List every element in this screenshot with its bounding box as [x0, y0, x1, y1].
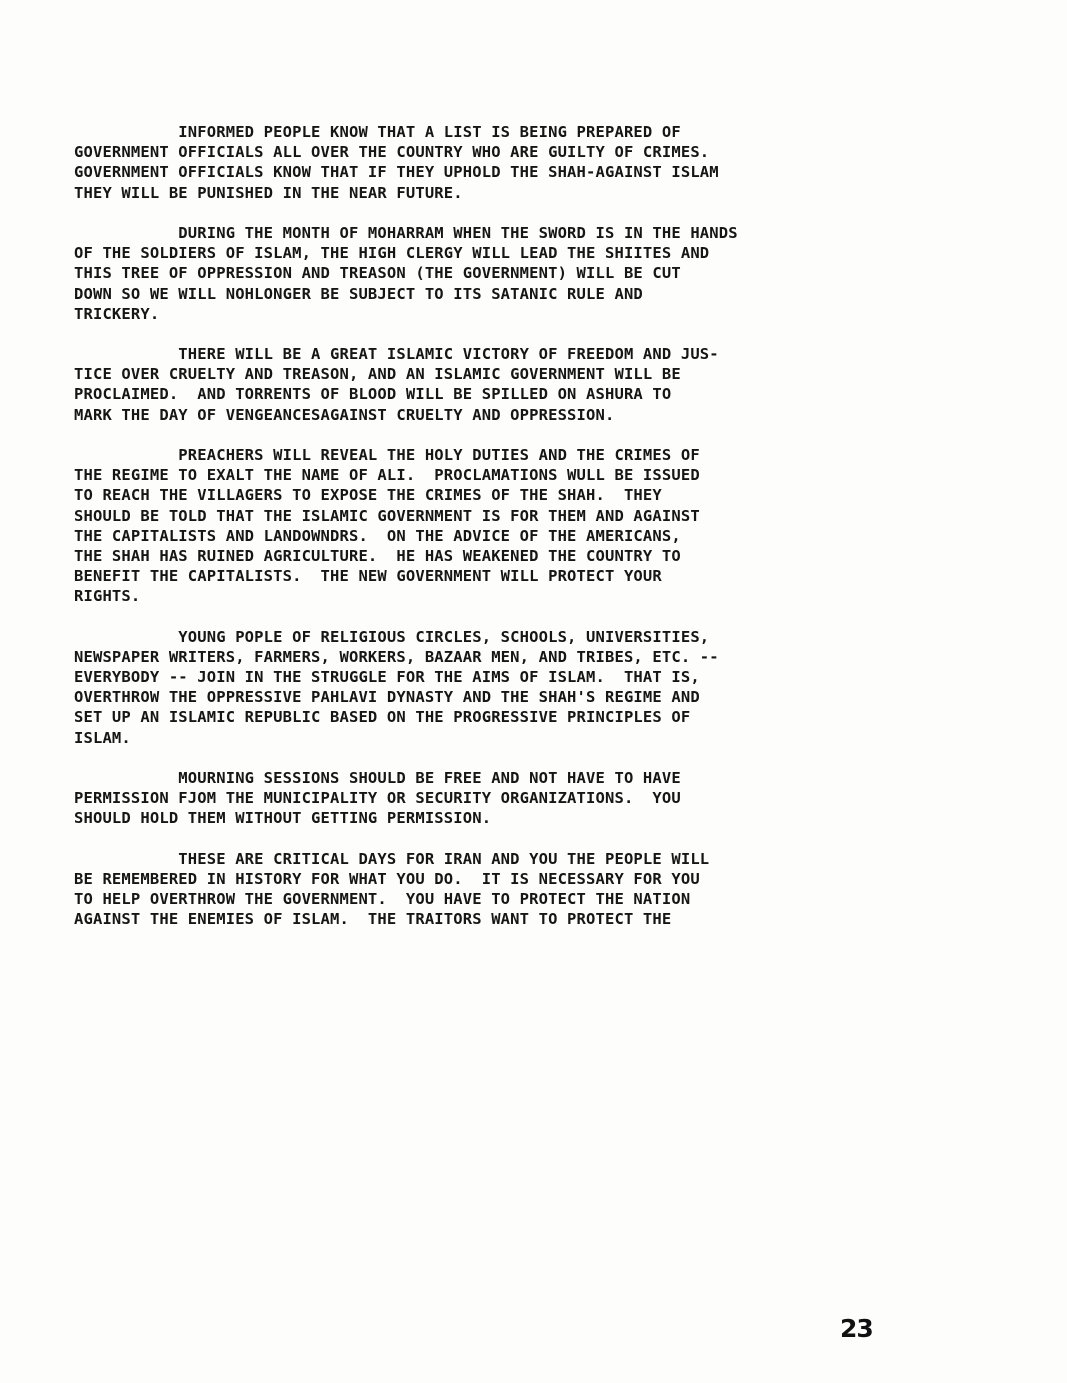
text-line: TO HELP OVERTHROW THE GOVERNMENT. YOU HAVE TO PROTECT THE NATION [74, 890, 691, 909]
paragraph-moharram [74, 223, 914, 324]
text-line: DOWN SO WE WILL NOHLONGER BE SUBJECT TO ITS SATANIC RULE AND [74, 284, 643, 303]
text-line: THE REGIME TO EXALT THE NAME OF ALI. PROCLAMATIONS WULL BE ISSUED [74, 466, 700, 485]
text-line: AGAINST THE ENEMIES OF ISLAM. THE TRAITORS WANT TO PROTECT THE [74, 910, 672, 929]
paragraph-young-people [74, 627, 914, 748]
text-line: GOVERNMENT OFFICIALS KNOW THAT IF THEY UPHOLD THE SHAH-AGAINST ISLAM [74, 163, 719, 182]
body-text [74, 122, 914, 950]
paragraph-list-of-officials [74, 122, 914, 203]
page-number: 23 [840, 1314, 873, 1343]
paragraph-mourning-sessions [74, 768, 914, 829]
text-line: OF THE SOLDIERS OF ISLAM, THE HIGH CLERGY WILL LEAD THE SHIITES AND [74, 244, 710, 263]
text-line: BE REMEMBERED IN HISTORY FOR WHAT YOU DO. IT IS NECESSARY FOR YOU [74, 869, 700, 888]
paragraph-preachers [74, 445, 914, 607]
paragraph-islamic-victory [74, 344, 914, 425]
text-line: THESE ARE CRITICAL DAYS FOR IRAN AND YOU THE PEOPLE WILL [74, 849, 710, 868]
text-line: RIGHTS. [74, 587, 141, 606]
text-line: EVERYBODY -- JOIN IN THE STRUGGLE FOR THE AIMS OF ISLAM. THAT IS, [74, 668, 700, 687]
text-line: SET UP AN ISLAMIC REPUBLIC BASED ON THE PROGRESSIVE PRINCIPLES OF [74, 708, 691, 727]
text-line: OVERTHROW THE OPPRESSIVE PAHLAVI DYNASTY AND THE SHAH'S REGIME AND [74, 688, 700, 707]
text-line: THERE WILL BE A GREAT ISLAMIC VICTORY OF FREEDOM AND JUS- [74, 345, 719, 364]
text-line: THIS TREE OF OPPRESSION AND TREASON (THE GOVERNMENT) WILL BE CUT [74, 264, 681, 283]
text-line: TICE OVER CRUELTY AND TREASON, AND AN ISLAMIC GOVERNMENT WILL BE [74, 365, 681, 384]
text-line: YOUNG POPLE OF RELIGIOUS CIRCLES, SCHOOLS, UNIVERSITIES, [74, 627, 710, 646]
paragraph-critical-days [74, 849, 914, 930]
text-line: PERMISSION FJOM THE MUNICIPALITY OR SECURITY ORGANIZATIONS. YOU [74, 789, 681, 808]
text-line: MOURNING SESSIONS SHOULD BE FREE AND NOT HAVE TO HAVE [74, 769, 681, 787]
text-line: THEY WILL BE PUNISHED IN THE NEAR FUTURE. [74, 183, 463, 202]
text-line: THE CAPITALISTS AND LANDOWNDRS. ON THE ADVICE OF THE AMERICANS, [74, 526, 681, 545]
text-line: TO REACH THE VILLAGERS TO EXPOSE THE CRIMES OF THE SHAH. THEY [74, 486, 662, 505]
text-line: INFORMED PEOPLE KNOW THAT A LIST IS BEING PREPARED OF [74, 123, 681, 141]
text-line: SHOULD BE TOLD THAT THE ISLAMIC GOVERNMENT IS FOR THEM AND AGAINST [74, 506, 700, 525]
text-line: PROCLAIMED. AND TORRENTS OF BLOOD WILL BE SPILLED ON ASHURA TO [74, 385, 672, 404]
text-line: DURING THE MONTH OF MOHARRAM WHEN THE SWORD IS IN THE HANDS [74, 223, 738, 242]
text-line: BENEFIT THE CAPITALISTS. THE NEW GOVERNMENT WILL PROTECT YOUR [74, 567, 662, 586]
text-line: THE SHAH HAS RUINED AGRICULTURE. HE HAS WEAKENED THE COUNTRY TO [74, 546, 681, 565]
text-line: PREACHERS WILL REVEAL THE HOLY DUTIES AND THE CRIMES OF [74, 446, 700, 464]
text-line: SHOULD HOLD THEM WITHOUT GETTING PERMISSION. [74, 809, 492, 828]
text-line: GOVERNMENT OFFICIALS ALL OVER THE COUNTRY WHO ARE GUILTY OF CRIMES. [74, 143, 710, 162]
text-line: MARK THE DAY OF VENGEANCESAGAINST CRUELTY AND OPPRESSION. [74, 405, 615, 424]
text-line: TRICKERY. [74, 304, 160, 323]
text-line: ISLAM. [74, 728, 131, 747]
text-line: NEWSPAPER WRITERS, FARMERS, WORKERS, BAZAAR MEN, AND TRIBES, ETC. -- [74, 647, 719, 666]
